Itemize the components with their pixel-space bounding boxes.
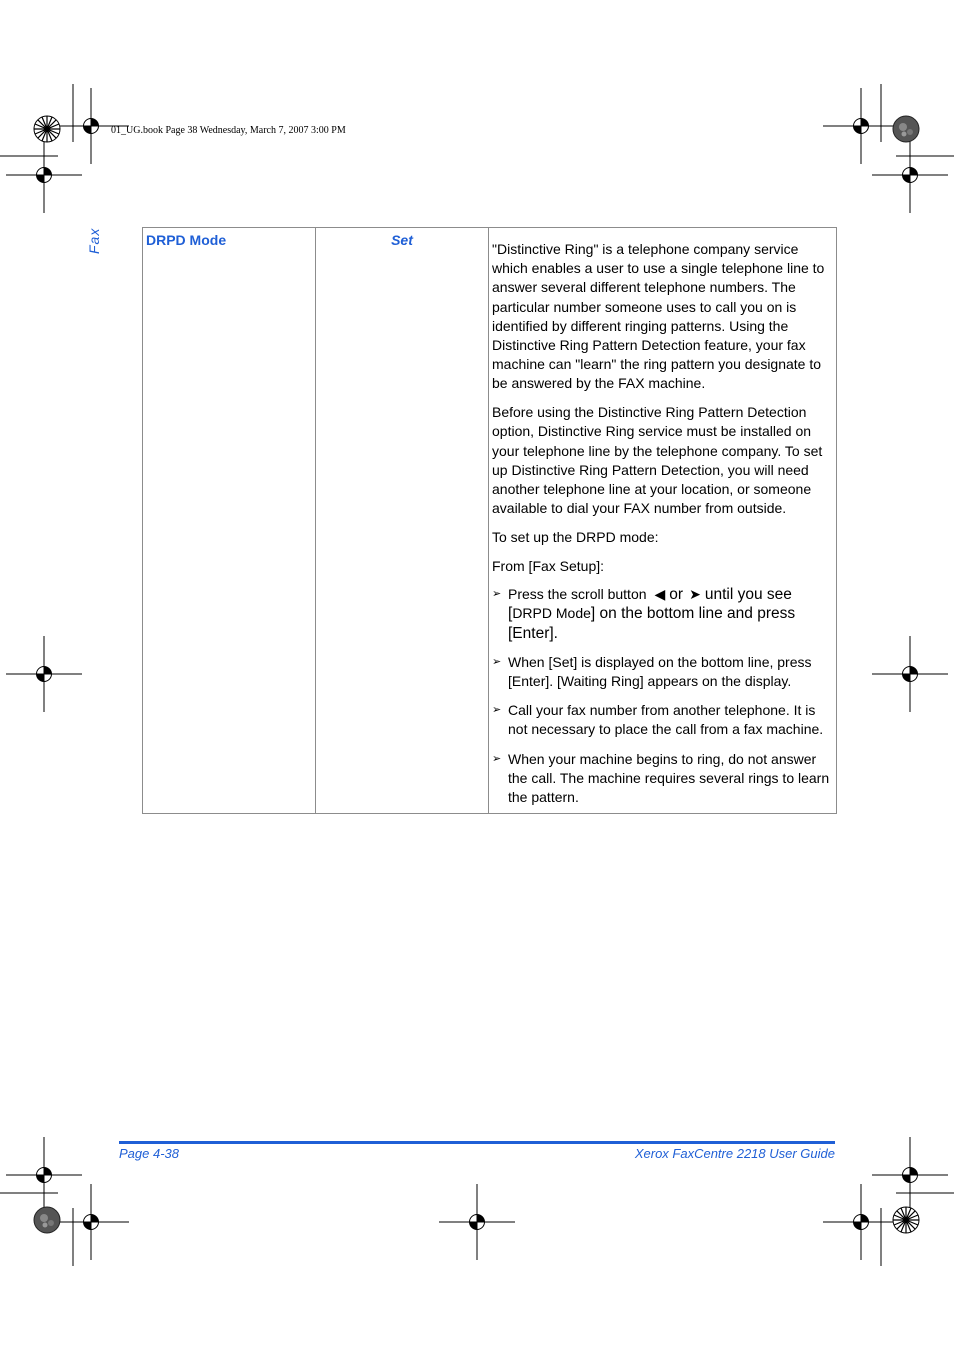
- table-row: [143, 228, 837, 814]
- description-paragraph: From [Fax Setup]:: [492, 557, 605, 574]
- step-list: [492, 585, 834, 807]
- registration-mark-icon: [823, 88, 899, 164]
- footer-rule: [119, 1141, 835, 1144]
- step-text: Press the scroll button: [508, 586, 647, 603]
- mode-cell: [143, 228, 316, 814]
- scroll-left-icon: ◀: [654, 586, 666, 603]
- registration-mark-icon: [823, 1184, 899, 1260]
- step-text: Call your fax number from another telephone. It is not necessary to place the call from a fax machine.: [508, 702, 824, 738]
- starburst-mark-icon: [34, 116, 60, 142]
- description-paragraph: Before using the Distinctive Ring Pattern Detection option, Distinctive Ring service must be installed on your telephone line by the telephone company. To set up Distinctive Ring Pattern Detection, you will need another telephone line at your location, or someone available to dial your FAX number from outside.: [492, 404, 823, 517]
- registration-mark-icon: [6, 1137, 82, 1213]
- registration-mark-icon: [872, 636, 948, 712]
- halftone-dot-icon: [34, 1207, 60, 1233]
- step-text: ]: [590, 605, 596, 623]
- setting-cell: [316, 228, 489, 814]
- description: [489, 228, 836, 813]
- display-text: DRPD Mode: [512, 605, 591, 622]
- step-text: [: [508, 605, 513, 623]
- section-tab-label: Fax: [86, 227, 102, 254]
- step-text: When your machine begins to ring, do not answer the call. The machine requires several rings to learn the pattern.: [508, 750, 830, 806]
- registration-mark-icon: [872, 1137, 948, 1213]
- step-text: until you see: [704, 586, 792, 604]
- settings-table: [142, 227, 837, 814]
- scroll-right-icon: ➤: [689, 586, 701, 603]
- list-item: [492, 653, 834, 691]
- step-text: on the bottom line and press [Enter].: [508, 605, 796, 642]
- guide-title: Xerox FaxCentre 2218 User Guide: [634, 1146, 835, 1161]
- list-item: [492, 701, 834, 739]
- starburst-mark-icon: [893, 1207, 919, 1233]
- registration-mark-icon: [872, 137, 948, 213]
- description-paragraph: To set up the DRPD mode:: [492, 528, 659, 545]
- bullet-arrow-icon: ➢: [492, 588, 502, 601]
- print-info-line: 01_UG.book Page 38 Wednesday, March 7, 2007 3:00 PM: [111, 125, 346, 136]
- page-number: Page 4-38: [119, 1146, 179, 1161]
- setting-label: Set: [391, 232, 413, 248]
- halftone-dot-icon: [893, 116, 919, 142]
- bullet-arrow-icon: ➢: [492, 752, 502, 765]
- registration-mark-icon: [53, 1184, 129, 1260]
- list-item: [492, 585, 834, 643]
- description-paragraph: "Distinctive Ring" is a telephone company service which enables a user to use a single telephone line to answer several different telephone numbers. The particular number someone uses to call you on is identified by different ringing patterns. Using the Distinctive Ring Pattern Detection feature, your fax machine can "learn" the ring pattern you designate to be answered by the FAX machine.: [492, 241, 825, 392]
- step-text: or: [669, 586, 684, 604]
- step-text: When [Set] is displayed on the bottom line, press [Enter]. [Waiting Ring] appears on the display.: [508, 653, 812, 690]
- bullet-arrow-icon: ➢: [492, 704, 502, 717]
- list-item: [492, 750, 834, 808]
- description-cell: [489, 228, 837, 814]
- registration-mark-icon: [439, 1184, 515, 1260]
- mode-label: DRPD Mode: [146, 232, 227, 248]
- bullet-arrow-icon: ➢: [492, 655, 502, 668]
- registration-mark-icon: [6, 636, 82, 712]
- registration-mark-icon: [6, 137, 82, 213]
